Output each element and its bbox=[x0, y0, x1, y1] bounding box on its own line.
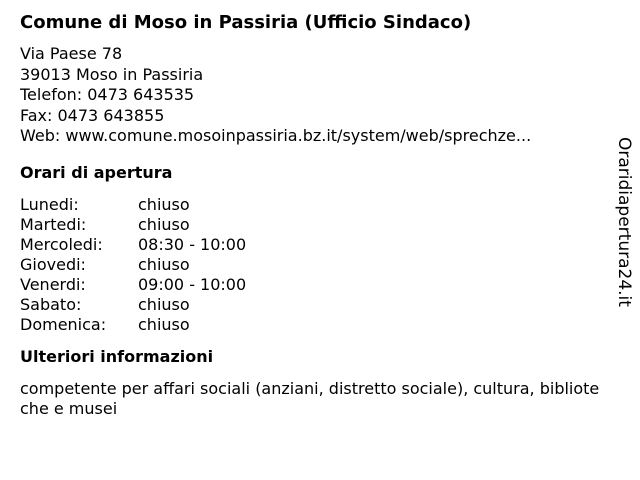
day-hours: 09:00 - 10:00 bbox=[138, 274, 247, 294]
address-block bbox=[20, 44, 600, 147]
brand-watermark bbox=[610, 134, 638, 310]
day-label: Sabato: bbox=[20, 294, 82, 314]
website-link[interactable]: Web: www.comune.mosoinpassiria.bz.it/system/web/sprechze... bbox=[20, 126, 532, 145]
business-card bbox=[20, 10, 600, 419]
brand-label: Oraridiapertura24.it bbox=[614, 137, 634, 307]
city-address: 39013 Moso in Passiria bbox=[20, 64, 204, 84]
opening-hours-table bbox=[20, 195, 600, 335]
day-label: Mercoledi: bbox=[20, 234, 103, 254]
day-hours: chiuso bbox=[138, 214, 190, 234]
page-title: Comune di Moso in Passiria (Ufficio Sindaco) bbox=[20, 12, 472, 33]
phone-number: Telefon: 0473 643535 bbox=[20, 85, 195, 104]
day-hours: chiuso bbox=[138, 294, 190, 314]
more-info-text: competente per affari sociali (anziani, distretto sociale), cultura, biblioteche e musei bbox=[20, 378, 600, 418]
day-hours: 08:30 - 10:00 bbox=[138, 234, 247, 254]
street-address: Via Paese 78 bbox=[20, 44, 123, 63]
fax-number: Fax: 0473 643855 bbox=[20, 105, 165, 125]
day-label: Martedi: bbox=[20, 214, 87, 234]
opening-hours-heading: Orari di apertura bbox=[20, 162, 173, 182]
hours-row-wednesday bbox=[20, 235, 600, 255]
day-label: Giovedi: bbox=[20, 254, 86, 274]
hours-row-tuesday bbox=[20, 215, 600, 235]
day-label: Domenica: bbox=[20, 314, 107, 334]
hours-row-sunday bbox=[20, 315, 600, 335]
day-hours: chiuso bbox=[138, 314, 190, 334]
hours-row-thursday bbox=[20, 255, 600, 275]
day-hours: chiuso bbox=[138, 194, 190, 214]
more-info-heading: Ulteriori informazioni bbox=[20, 346, 214, 366]
hours-row-monday bbox=[20, 195, 600, 215]
day-label: Venerdi: bbox=[20, 274, 86, 294]
hours-row-saturday bbox=[20, 295, 600, 315]
day-hours: chiuso bbox=[138, 254, 190, 274]
hours-row-friday bbox=[20, 275, 600, 295]
day-label: Lunedi: bbox=[20, 194, 79, 214]
